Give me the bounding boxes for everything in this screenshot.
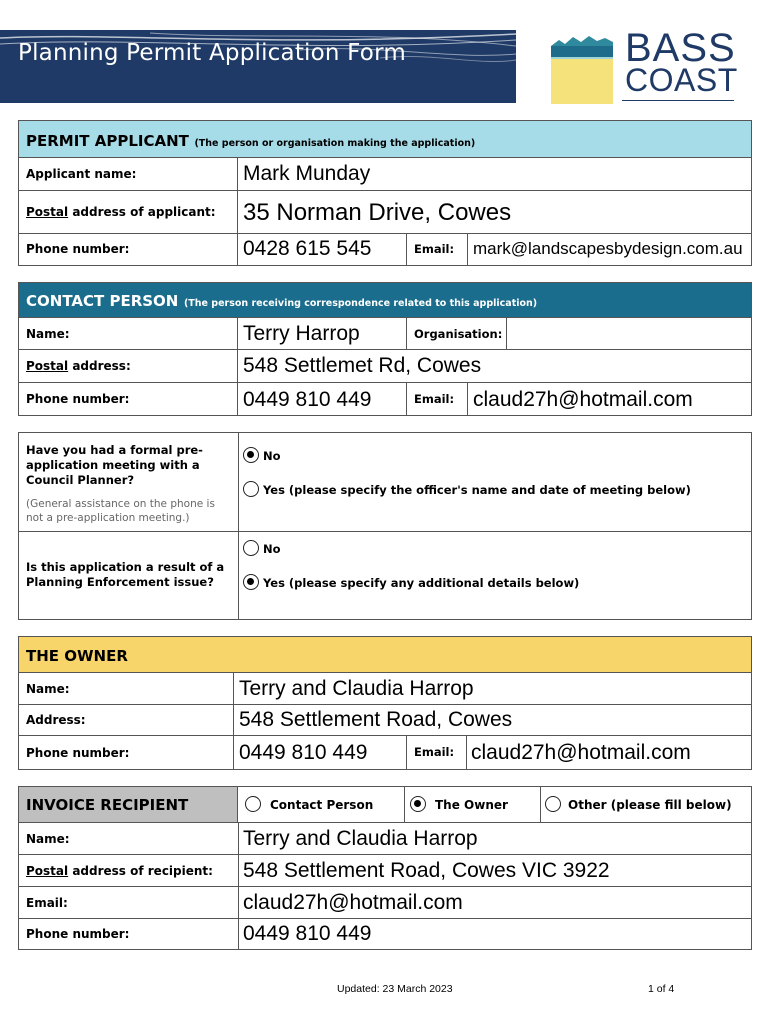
pre-application-yes-label: Yes (please specify the officer's name and date of meeting below) — [263, 483, 691, 497]
contact-name-row — [19, 318, 751, 350]
applicant-phone-row — [19, 234, 751, 265]
invoice-name-field[interactable]: Terry and Claudia Harrop — [243, 827, 478, 850]
question-line: Have you had a formal pre- — [26, 443, 203, 457]
applicant-name-field[interactable]: Mark Munday — [243, 162, 371, 185]
pre-application-question — [26, 443, 203, 488]
question-line: application meeting with a — [26, 458, 200, 472]
invoice-email-row — [19, 887, 751, 919]
invoice-phone-field[interactable]: 0449 810 449 — [243, 922, 372, 945]
invoice-name-row — [19, 823, 751, 855]
questions-section — [18, 432, 752, 620]
applicant-postal-row — [19, 191, 751, 234]
owner-email-label: Email: — [414, 745, 455, 759]
enforcement-no-radio[interactable] — [243, 540, 259, 556]
invoice-phone-label: Phone number: — [26, 927, 130, 941]
contact-phone-field[interactable]: 0449 810 449 — [243, 388, 372, 411]
invoice-postal-field[interactable]: 548 Settlement Road, Cowes VIC 3922 — [243, 859, 610, 882]
pre-application-no-radio[interactable] — [243, 447, 259, 463]
enforcement-yes-label: Yes (please specify any additional details below) — [263, 576, 580, 590]
owner-email-field[interactable]: claud27h@hotmail.com — [471, 741, 691, 764]
permit-applicant-header — [19, 121, 751, 158]
logo-text-bass: BASS — [625, 26, 736, 70]
postal-label-rest: address of recipient: — [68, 864, 213, 878]
pre-application-note — [26, 497, 215, 525]
invoice-contact-label: Contact Person — [270, 798, 374, 812]
question-line: Planning Enforcement issue? — [26, 575, 214, 589]
applicant-postal-field[interactable]: 35 Norman Drive, Cowes — [243, 199, 512, 226]
footer-page-number: 1 of 4 — [648, 983, 675, 995]
contact-name-field[interactable]: Terry Harrop — [243, 322, 360, 345]
footer-updated: Updated: 23 March 2023 — [337, 983, 453, 995]
question-line: Council Planner? — [26, 473, 135, 487]
pre-application-no-label: No — [263, 449, 281, 463]
applicant-phone-label: Phone number: — [26, 242, 130, 256]
contact-person-section — [18, 282, 752, 416]
owner-name-row — [19, 673, 751, 705]
permit-applicant-section — [18, 120, 752, 266]
applicant-name-row — [19, 158, 751, 191]
section-heading: THE OWNER — [26, 647, 128, 665]
logo-text-coast: COAST — [625, 62, 738, 98]
owner-phone-label: Phone number: — [26, 746, 130, 760]
enforcement-question — [26, 560, 224, 590]
invoice-other-label: Other (please fill below) — [568, 798, 732, 812]
invoice-other-radio[interactable] — [545, 796, 561, 812]
owner-header — [19, 637, 751, 673]
invoice-phone-row — [19, 919, 751, 949]
applicant-email-field[interactable]: mark@landscapesbydesign.com.au — [473, 239, 743, 258]
invoice-postal-label — [26, 864, 213, 878]
invoice-owner-radio[interactable] — [410, 796, 426, 812]
invoice-owner-label: The Owner — [435, 798, 508, 812]
applicant-postal-label — [26, 205, 216, 219]
contact-postal-label — [26, 359, 131, 373]
section-heading: PERMIT APPLICANT — [26, 132, 189, 150]
invoice-name-label: Name: — [26, 832, 70, 846]
pre-application-yes-radio[interactable] — [243, 481, 259, 497]
owner-section — [18, 636, 752, 770]
invoice-header-row — [19, 787, 751, 823]
invoice-email-field[interactable]: claud27h@hotmail.com — [243, 891, 463, 914]
section-subheading: (The person or organisation making the application) — [194, 138, 476, 149]
postal-underlined: Postal — [26, 864, 69, 878]
postal-label-rest: address of applicant: — [68, 205, 216, 219]
contact-phone-row — [19, 383, 751, 415]
note-line: not a pre-application meeting.) — [26, 512, 190, 524]
section-heading: INVOICE RECIPIENT — [26, 796, 189, 814]
owner-phone-row — [19, 736, 751, 769]
contact-organisation-label: Organisation: — [414, 327, 503, 341]
contact-email-field[interactable]: claud27h@hotmail.com — [473, 388, 693, 411]
owner-address-field[interactable]: 548 Settlement Road, Cowes — [239, 708, 513, 731]
contact-postal-row — [19, 350, 751, 383]
applicant-email-label: Email: — [414, 242, 455, 256]
owner-name-field[interactable]: Terry and Claudia Harrop — [239, 677, 474, 700]
question-line: Is this application a result of a — [26, 560, 225, 574]
owner-name-label: Name: — [26, 682, 70, 696]
owner-address-label: Address: — [26, 713, 86, 727]
enforcement-no-label: No — [263, 542, 281, 556]
applicant-phone-field[interactable]: 0428 615 545 — [243, 237, 372, 260]
contact-person-header — [19, 283, 751, 318]
enforcement-row — [19, 532, 751, 619]
invoice-section — [18, 786, 752, 950]
postal-label-rest: address: — [68, 359, 131, 373]
enforcement-yes-radio[interactable] — [243, 574, 259, 590]
applicant-name-label: Applicant name: — [26, 167, 137, 181]
invoice-email-label: Email: — [26, 896, 68, 910]
invoice-header — [19, 787, 238, 822]
owner-address-row — [19, 705, 751, 736]
invoice-contact-radio[interactable] — [245, 796, 261, 812]
contact-email-label: Email: — [414, 392, 455, 406]
contact-postal-field[interactable]: 548 Settlemet Rd, Cowes — [243, 354, 482, 377]
logo-underline — [622, 100, 734, 101]
owner-phone-field[interactable]: 0449 810 449 — [239, 741, 368, 764]
contact-phone-label: Phone number: — [26, 392, 130, 406]
pre-application-row — [19, 433, 751, 532]
section-heading: CONTACT PERSON — [26, 292, 179, 310]
invoice-postal-row — [19, 855, 751, 887]
postal-underlined: Postal — [26, 205, 69, 219]
contact-name-label: Name: — [26, 327, 70, 341]
note-line: (General assistance on the phone is — [26, 498, 215, 510]
postal-underlined: Postal — [26, 359, 69, 373]
page-title: Planning Permit Application Form — [18, 40, 406, 66]
section-subheading: (The person receiving correspondence related to this application) — [183, 298, 538, 309]
